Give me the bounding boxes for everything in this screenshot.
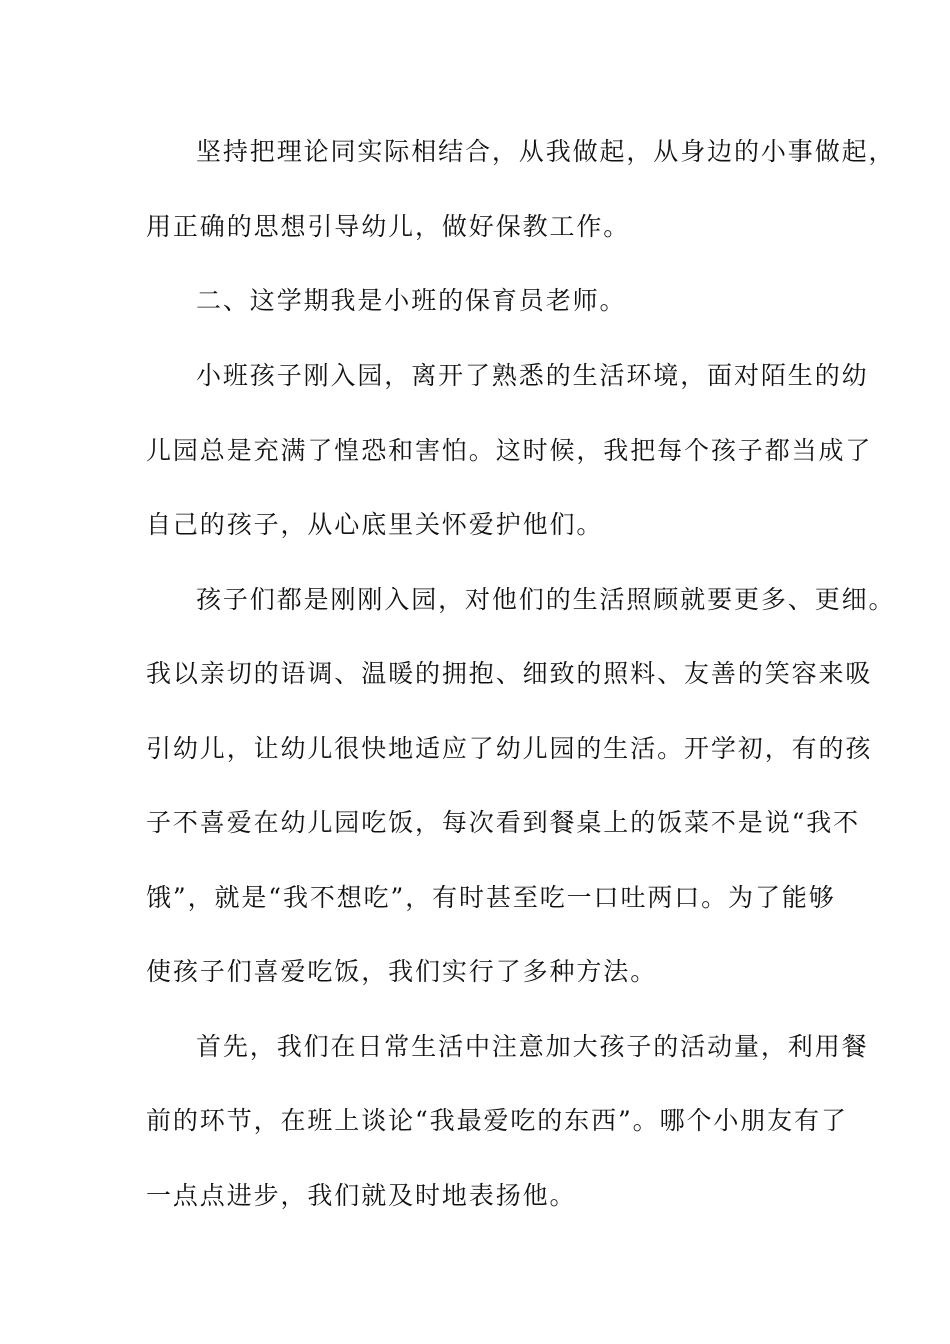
paragraph-2-line-1: 小班孩子刚入园，离开了熟悉的生活环境，面对陌生的幼 — [196, 361, 869, 390]
paragraph-3-line-3: 引幼儿，让幼儿很快地适应了幼儿园的生活。开学初，有的孩 — [146, 734, 873, 763]
paragraph-2-line-2: 儿园总是充满了惶恐和害怕。这时候，我把每个孩子都当成了 — [146, 436, 873, 465]
paragraph-4-line-2: 前的环节，在班上谈论“我最爱吃的东西”。哪个小朋友有了 — [146, 1106, 848, 1135]
paragraph-3-line-4: 子不喜爱在幼儿园吃饭，每次看到餐桌上的饭菜不是说“我不 — [146, 808, 861, 837]
paragraph-4-line-1: 首先，我们在日常生活中注意加大孩子的活动量，利用餐 — [196, 1032, 869, 1061]
paragraph-1-line-2: 用正确的思想引导幼儿，做好保教工作。 — [146, 212, 631, 241]
paragraph-3-line-1: 孩子们都是刚刚入园，对他们的生活照顾就要更多、更细。 — [196, 585, 896, 614]
paragraph-1-line-1: 坚持把理论同实际相结合，从我做起，从身边的小事做起， — [196, 137, 896, 166]
section-heading: 二、这学期我是小班的保育员老师。 — [196, 286, 627, 315]
paragraph-3-line-5: 饿”，就是“我不想吃”，有时甚至吃一口吐两口。为了能够 — [146, 883, 836, 912]
paragraph-3-line-6: 使孩子们喜爱吃饭，我们实行了多种方法。 — [146, 957, 658, 986]
paragraph-3-line-2: 我以亲切的语调、温暖的拥抱、细致的照料、友善的笑容来吸 — [146, 659, 873, 688]
paragraph-2-line-3: 自己的孩子，从心底里关怀爱护他们。 — [146, 510, 604, 539]
paragraph-4-line-3: 一点点进步，我们就及时地表扬他。 — [146, 1181, 577, 1210]
